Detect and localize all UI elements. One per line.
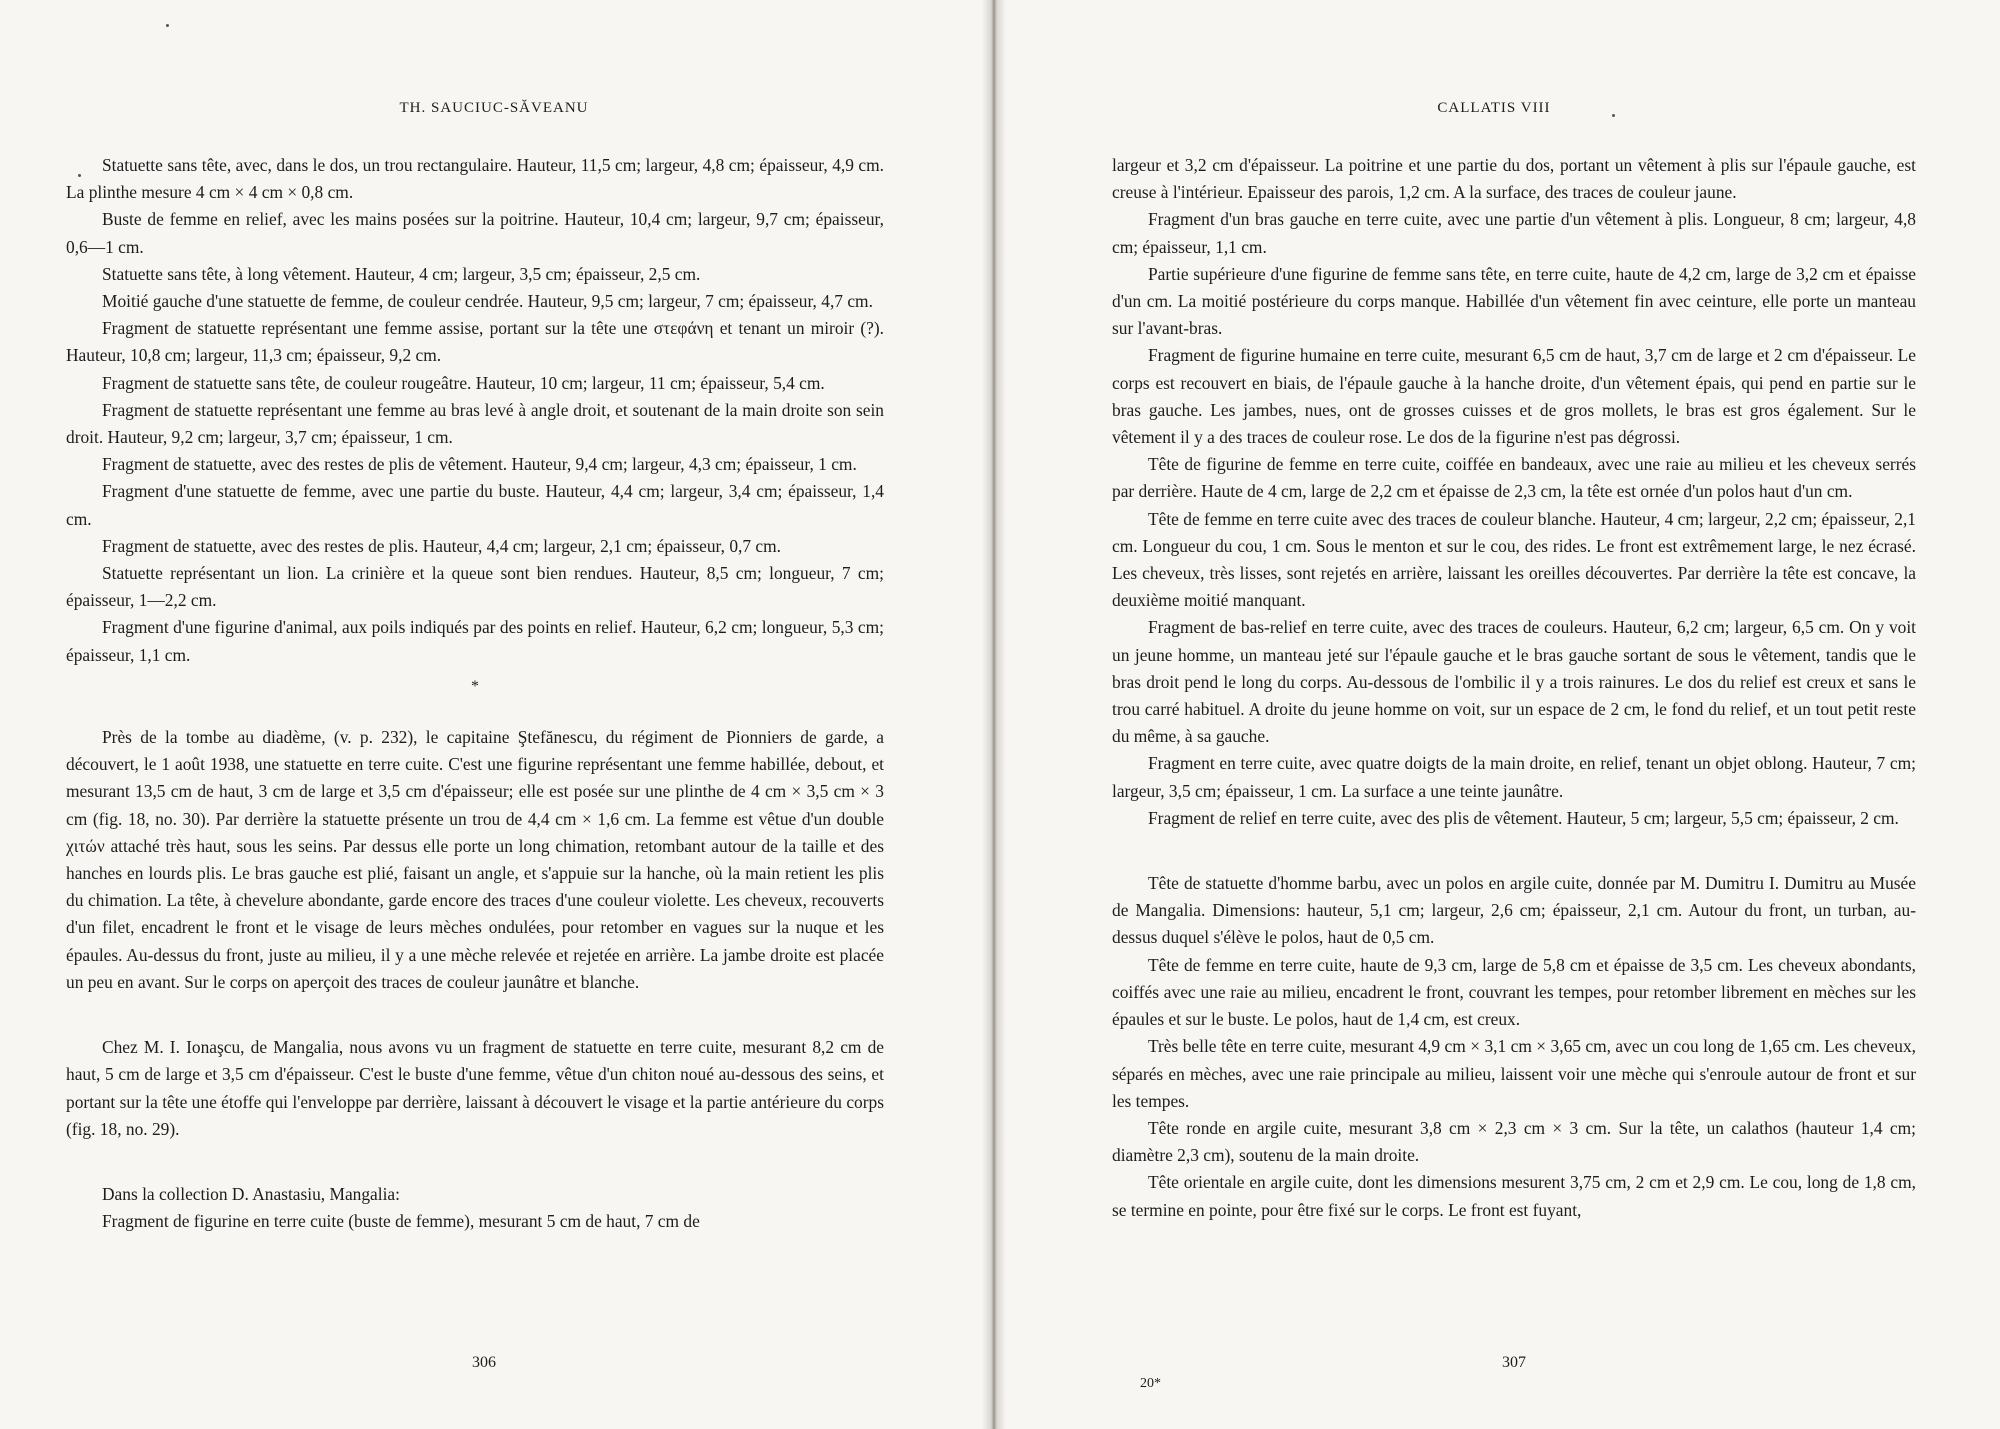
left-paragraph: Fragment de statuette sans tête, de couleur rougeâtre. Hauteur, 10 cm; largeur, 11 cm; épaisseur, 5,4 cm. <box>102 372 825 393</box>
left-paragraph: Fragment de statuette représentant une femme assise, portant sur la tête une στεφάνη et tenant un miroir (?). Hauteur, 10,8 cm; largeur, 11,3 cm; épaisseur, 9,2 cm. <box>66 318 884 366</box>
right-paragraph: Fragment en terre cuite, avec quatre doigts de la main droite, en relief, tenant un objet oblong. Hauteur, 7 cm; largeur, 3,5 cm; épaisseur, 1 cm. La surface a une teinte jaunâtre. <box>1112 753 1916 801</box>
right-paragraph: Tête ronde en argile cuite, mesurant 3,8 cm × 2,3 cm × 3 cm. Sur la tête, un calathos (hauteur 1,4 cm; diamètre 2,3 cm), soutenu de la main droite. <box>1112 1117 1916 1166</box>
right-paragraph: Tête orientale en argile cuite, dont les dimensions mesurent 3,75 cm, 2 cm et 2,9 cm. Le cou, long de 1,8 cm, se termine en pointe, pour être fixé sur le corps. Le front est fuyant, <box>1112 1172 1916 1220</box>
right-paragraph: Très belle tête en terre cuite, mesurant 4,9 cm × 3,1 cm × 3,65 cm, avec un cou long de 1,65 cm. Les cheveux, séparés en mèches, avec une raie principale au milieu, laissent voir une mèche qui s'enroule autour de front et sur les tempes. <box>1112 1036 1916 1111</box>
left-paragraph: Statuette sans tête, à long vêtement. Hauteur, 4 cm; largeur, 3,5 cm; épaisseur, 2,5 cm. <box>102 263 701 284</box>
signature-mark: 20* <box>1140 1376 1161 1391</box>
left-running-head: TH. SAUCIUC-SĂVEANU <box>399 100 589 116</box>
right-paragraph: Partie supérieure d'une figurine de femme sans tête, en terre cuite, haute de 4,2 cm, large de 3,2 cm et épaisse d'un cm. La moitié postérieure du corps manque. Habillée d'un vêtement fin avec ceinture, elle porte un manteau sur l'avant-bras. <box>1112 263 1916 339</box>
left-paragraph: Statuette sans tête, avec, dans le dos, un trou rectangulaire. Hauteur, 11,5 cm; largeur, 4,8 cm; épaisseur, 4,9 cm. La plinthe mesure 4 cm × 4 cm × 0,8 cm. <box>66 155 884 203</box>
paragraph-anastasiu: Fragment de figurine en terre cuite (buste de femme), mesurant 5 cm de haut, 7 cm de <box>102 1211 700 1232</box>
right-paragraph: Fragment de bas-relief en terre cuite, avec des traces de couleurs. Hauteur, 6,2 cm; largeur, 6,5 cm. On y voit un jeune homme, un manteau jeté sur l'épaule gauche et le bras gauche sortant de sous le vêtement, tandis que le bras droit pend le long du corps. Au-dessous de l'ombilic il y a trois rainures. Le dos du relief est creux et sans le trou carré habituel. A droite du jeune homme on voit, sur un espace de 2 cm, le fond du relief, et un tout petit reste du même, à sa gauche. <box>1112 617 1916 747</box>
right-paragraph: Fragment d'un bras gauche en terre cuite, avec une partie d'un vêtement à plis. Longueur, 8 cm; largeur, 4,8 cm; épaisseur, 1,1 cm. <box>1112 209 1916 257</box>
right-paragraph: Tête de femme en terre cuite, haute de 9,3 cm, large de 5,8 cm et épaisse de 3,5 cm. Les cheveux abondants, coiffés avec une raie au milieu, encadrent le front, couvrant les tempes, pour retomber librement en mèches sur les épaules et sur le buste. Le polos, haut de 1,4 cm, est creux. <box>1112 954 1916 1030</box>
left-paragraph: Fragment d'une statuette de femme, avec une partie du buste. Hauteur, 4,4 cm; largeur, 3,4 cm; épaisseur, 1,4 cm. <box>66 481 884 529</box>
left-paragraph: Statuette représentant un lion. La crinière et la queue sont bien rendues. Hauteur, 8,5 cm; longueur, 7 cm; épaisseur, 1—2,2 cm. <box>66 563 884 611</box>
right-paragraph: Tête de figurine de femme en terre cuite, coiffée en bandeaux, avec une raie au milieu et les cheveux serrés par derrière. Haute de 4 cm, large de 2,2 cm et épaisse de 2,3 cm, la tête est ornée d'un polos haut d'un cm. <box>1112 454 1916 502</box>
left-paragraph: Fragment de statuette représentant une femme au bras levé à angle droit, et soutenant de la main droite son sein droit. Hauteur, 9,2 cm; largeur, 3,7 cm; épaisseur, 1 cm. <box>66 399 884 448</box>
section-separator: * <box>471 677 479 695</box>
left-paragraph: Fragment de statuette, avec des restes de plis. Hauteur, 4,4 cm; largeur, 2,1 cm; épaisseur, 0,7 cm. <box>102 535 781 556</box>
right-paragraph: Fragment de figurine humaine en terre cuite, mesurant 6,5 cm de haut, 3,7 cm de large et 2 cm d'épaisseur. Le corps est recouvert en biais, de l'épaule gauche à la hanche droite, d'un vêtement épais, qui pend en partie sur le bras gauche. Les jambes, nues, ont de grosses cuisses et de gros mollets, le bras est gros également. Sur le vêtement il y a des traces de couleur rose. Le dos de la figurine n'est pas dégrossi. <box>1112 345 1916 448</box>
left-body-text <box>66 152 884 1235</box>
left-paragraph: Buste de femme en relief, avec les mains posées sur la poitrine. Hauteur, 10,4 cm; largeur, 9,7 cm; épaisseur, 0,6—1 cm. <box>66 209 884 257</box>
left-paragraph: Moitié gauche d'une statuette de femme, de couleur cendrée. Hauteur, 9,5 cm; largeur, 7 cm; épaisseur, 4,7 cm. <box>102 291 873 312</box>
right-paragraph: largeur et 3,2 cm d'épaisseur. La poitrine et une partie du dos, portant un vêtement à plis sur l'épaule gauche, est creuse à l'intérieur. Epaisseur des parois, 1,2 cm. A la surface, des traces de couleur jaune. <box>1112 155 1916 203</box>
print-speck <box>78 174 81 177</box>
right-body-text <box>1112 152 1916 1224</box>
right-running-head: CALLATIS VIII <box>1437 100 1551 116</box>
collection-heading: Dans la collection D. Anastasiu, Mangalia: <box>102 1183 400 1204</box>
right-folio: 307 <box>1502 1354 1526 1371</box>
left-paragraph: Fragment d'une figurine d'animal, aux poils indiqués par des points en relief. Hauteur, 6,2 cm; longueur, 5,3 cm; épaisseur, 1,1 cm. <box>66 617 884 665</box>
print-speck <box>1612 114 1615 117</box>
book-gutter <box>982 0 1006 1429</box>
paragraph-tombe-diademe: Près de la tombe au diadème, (v. p. 232), le capitaine Ştefănescu, du régiment de Pionniers de garde, a découvert, le 1 août 1938, une statuette en terre cuite. C'est une figurine représentant une femme habillée, debout, et mesurant 13,5 cm de haut, 3 cm de large et 3,5 cm d'épaisseur; elle est posée sur une plinthe de 4 cm × 3,5 cm × 3 cm (fig. 18, no. 30). Par derrière la statuette présente un trou de 4,4 cm × 1,6 cm. La femme est vêtue d'un double χιτών attaché très haut, sous les seins. Par dessus elle porte un long chimation, retombant autour de la taille et des hanches en lourds plis. Le bras gauche est plié, faisant un angle, et s'appuie sur la hanche, où la main retient les plis du chimation. La tête, à chevelure abondante, garde encore des traces d'une couleur violette. Les cheveux, recouverts d'un filet, encadrent le front et le visage de leurs mèches ondulées, pour retomber en vagues sur la nuque et les épaules. Au-dessus du front, juste au milieu, il y a une mèche relevée et rejetée en arrière. La jambe droite est placée un peu en avant. Sur le corps on aperçoit des traces de couleur jaunâtre et blanche. <box>66 727 884 992</box>
left-paragraph: Fragment de statuette, avec des restes de plis de vêtement. Hauteur, 9,4 cm; largeur, 4,3 cm; épaisseur, 1 cm. <box>102 454 857 475</box>
paragraph-ionascu: Chez M. I. Ionaşcu, de Mangalia, nous avons vu un fragment de statuette en terre cuite, mesurant 8,2 cm de haut, 5 cm de large et 3,5 cm d'épaisseur. C'est le buste d'une femme, vêtue d'un chiton noué au-dessous des seins, et portant sur la tête une étoffe qui l'enveloppe par derrière, laissant à découvert le visage et la partie antérieure du corps (fig. 18, no. 29). <box>66 1037 884 1139</box>
left-folio: 306 <box>472 1354 496 1371</box>
print-speck <box>166 24 169 27</box>
right-paragraph: Fragment de relief en terre cuite, avec des plis de vêtement. Hauteur, 5 cm; largeur, 5,5 cm; épaisseur, 2 cm. <box>1148 807 1899 828</box>
right-paragraph: Tête de femme en terre cuite avec des traces de couleur blanche. Hauteur, 4 cm; largeur, 2,2 cm; épaisseur, 2,1 cm. Longueur du cou, 1 cm. Sous le menton et sur le cou, des rides. Le front est extrêmement large, le nez écrasé. Les cheveux, très lisses, sont rejetés en arrière, laissant les oreilles découvertes. Par derrière la tête est concave, la deuxième moitié manquant. <box>1112 508 1916 611</box>
right-paragraph: Tête de statuette d'homme barbu, avec un polos en argile cuite, donnée par M. Dumitru I. Dumitru au Musée de Mangalia. Dimensions: hauteur, 5,1 cm; largeur, 2,6 cm; épaisseur, 2,1 cm. Autour du front, un turban, au-dessus duquel s'élève le polos, haut de 0,5 cm. <box>1112 873 1916 948</box>
